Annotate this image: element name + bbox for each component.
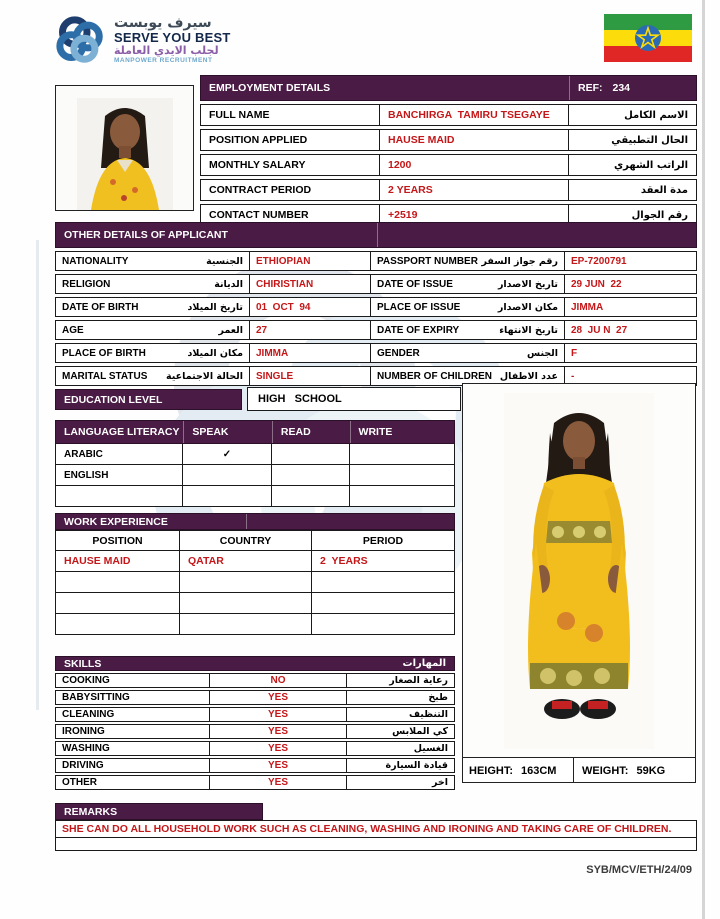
skill-label-arabic: الغسيل — [347, 741, 455, 756]
field-label-arabic: مكان الاصدار — [497, 301, 558, 313]
field-value: JIMMA — [250, 343, 371, 363]
weight-label: WEIGHT: — [582, 764, 629, 777]
height-value: 163CM — [521, 764, 557, 777]
field-label: CONTRACT PERIOD — [209, 184, 312, 196]
skill-value: YES — [210, 775, 347, 790]
read-cell — [272, 486, 350, 507]
field-value: JIMMA — [565, 297, 697, 317]
language-name: ENGLISH — [55, 465, 183, 486]
full-body-photo — [463, 384, 695, 758]
portrait-figure — [77, 98, 173, 210]
field-label-cell — [55, 320, 250, 340]
field-label: PLACE OF BIRTH — [62, 347, 146, 359]
field-label: DATE OF BIRTH — [62, 301, 139, 313]
field-label-cell — [55, 366, 250, 386]
column-header: SPEAK — [183, 421, 272, 443]
height-cell — [463, 758, 574, 783]
field-label: CONTACT NUMBER — [209, 209, 309, 221]
education-label: EDUCATION LEVEL — [64, 393, 163, 406]
speak-checkmark: ✓ — [183, 444, 272, 465]
skill-label-arabic: اخر — [347, 775, 455, 790]
table-row — [55, 614, 455, 635]
country-cell: QATAR — [180, 551, 312, 572]
table-row — [200, 129, 697, 151]
ethiopia-flag-icon — [604, 14, 692, 62]
period-cell — [312, 614, 455, 635]
field-value: 28 JU N 27 — [565, 320, 697, 340]
field-label: MONTHLY SALARY — [209, 159, 306, 171]
read-cell — [272, 444, 350, 465]
field-value: 2 YEARS — [379, 180, 569, 200]
skill-value: YES — [210, 758, 347, 773]
scan-edge-left — [36, 240, 39, 710]
full-body-figure — [504, 393, 654, 749]
field-label: PLACE OF ISSUE — [377, 301, 461, 313]
field-label-arabic: تاريخ الميلاد — [187, 301, 243, 313]
write-cell — [350, 465, 455, 486]
language-name: ARABIC — [55, 444, 183, 465]
work-experience-header — [55, 513, 455, 530]
language-header-row — [55, 420, 455, 444]
table-row — [55, 343, 697, 363]
logo-knot-icon — [52, 12, 108, 68]
period-cell: 2 YEARS — [312, 551, 455, 572]
field-label-cell — [55, 274, 250, 294]
field-label-cell — [371, 320, 565, 340]
field-value: 27 — [250, 320, 371, 340]
employment-details-table — [200, 75, 697, 226]
field-label-arabic: الديانة — [214, 278, 243, 290]
field-value: 29 JUN 22 — [565, 274, 697, 294]
column-header: POSITION — [55, 530, 180, 551]
country-cell — [180, 572, 312, 593]
remarks-empty-row — [55, 838, 697, 851]
field-label: FULL NAME — [209, 109, 270, 121]
remarks-header — [55, 803, 263, 820]
field-value: - — [565, 366, 697, 386]
field-value: HAUSE MAID — [379, 130, 569, 150]
table-row — [55, 707, 455, 722]
country-cell — [180, 593, 312, 614]
field-label-arabic: الجنسية — [206, 255, 243, 267]
speak-cell — [183, 486, 272, 507]
brand-arabic-name: سيرف يوبست — [114, 14, 212, 31]
field-label-arabic: الراتب الشهري — [614, 159, 688, 171]
ref-value: 234 — [612, 82, 631, 94]
skill-value: YES — [210, 724, 347, 739]
table-row — [55, 690, 455, 705]
field-label-cell — [371, 297, 565, 317]
column-header: WRITE — [350, 421, 454, 443]
table-row — [55, 741, 455, 756]
document-reference-code: SYB/MCV/ETH/24/09 — [586, 864, 692, 876]
remarks-text: SHE CAN DO ALL HOUSEHOLD WORK SUCH AS CLEANING, WASHING AND IRONING AND TAKING CARE OF CHILDREN. — [55, 820, 697, 838]
field-value: EP-7200791 — [565, 251, 697, 271]
skill-value: YES — [210, 707, 347, 722]
field-label-cell — [55, 343, 250, 363]
write-cell — [350, 486, 455, 507]
height-label: HEIGHT: — [469, 764, 513, 777]
language-name — [55, 486, 183, 507]
field-label-cell — [55, 297, 250, 317]
column-header: READ — [272, 421, 350, 443]
position-cell: HAUSE MAID — [55, 551, 180, 572]
table-row — [55, 320, 697, 340]
remarks-title: REMARKS — [64, 805, 118, 818]
skill-label-arabic: التنظيف — [347, 707, 455, 722]
field-label: GENDER — [377, 347, 420, 359]
field-value: SINGLE — [250, 366, 371, 386]
table-row — [55, 724, 455, 739]
other-details-header — [55, 222, 697, 248]
full-body-photo-box — [462, 383, 696, 783]
skill-label: WASHING — [55, 741, 210, 756]
table-row — [55, 465, 455, 486]
header-spacer — [377, 223, 696, 247]
skill-label-arabic: طبخ — [347, 690, 455, 705]
table-row — [55, 572, 455, 593]
skill-label-arabic: قيادة السيارة — [347, 758, 455, 773]
field-label-arabic: تاريخ الاصدار — [497, 278, 558, 290]
field-value: BANCHIRGA TAMIRU TSEGAYE — [379, 105, 569, 125]
position-cell — [55, 572, 180, 593]
field-value: CHIRISTIAN — [250, 274, 371, 294]
field-label-arabic: الجنس — [527, 347, 558, 359]
field-value: F — [565, 343, 697, 363]
skill-label: COOKING — [55, 673, 210, 688]
column-header: LANGUAGE LITERACY — [64, 426, 180, 438]
biometrics-row — [463, 758, 695, 783]
brand-name: SERVE YOU BEST — [114, 30, 231, 46]
write-cell — [350, 444, 455, 465]
field-value: 01 OCT 94 — [250, 297, 371, 317]
field-label-cell — [371, 274, 565, 294]
speak-cell — [183, 465, 272, 486]
table-row — [55, 593, 455, 614]
brand-arabic-tagline: لجلب الايدي العاملة — [114, 44, 219, 58]
field-label-arabic: العمر — [218, 324, 243, 336]
other-details-title: OTHER DETAILS OF APPLICANT — [64, 229, 228, 241]
field-label: RELIGION — [62, 278, 111, 290]
skill-label: DRIVING — [55, 758, 210, 773]
skill-label-arabic: كي الملابس — [347, 724, 455, 739]
country-cell — [180, 614, 312, 635]
field-value: 1200 — [379, 155, 569, 175]
skill-label: CLEANING — [55, 707, 210, 722]
field-label-cell — [55, 251, 250, 271]
skills-table — [55, 671, 455, 790]
work-header-row — [55, 530, 455, 551]
table-row — [200, 179, 697, 201]
table-row — [55, 444, 455, 465]
portrait-photo — [55, 85, 194, 211]
position-cell — [55, 614, 180, 635]
field-label: DATE OF ISSUE — [377, 278, 453, 290]
skill-value: YES — [210, 690, 347, 705]
field-label-cell — [371, 251, 565, 271]
field-label-arabic: عدد الاطفال — [499, 370, 558, 382]
field-label-arabic: مكان الميلاد — [187, 347, 243, 359]
field-label: NUMBER OF CHILDREN — [377, 370, 492, 382]
skill-label: OTHER — [55, 775, 210, 790]
table-row — [200, 154, 697, 176]
ref-cell — [569, 76, 696, 100]
table-row — [55, 758, 455, 773]
work-experience-title: WORK EXPERIENCE — [64, 515, 168, 528]
skill-label: IRONING — [55, 724, 210, 739]
skill-value: NO — [210, 673, 347, 688]
field-value: +2519 — [379, 205, 569, 225]
skills-title: SKILLS — [64, 657, 102, 670]
field-label-cell — [371, 343, 565, 363]
brand-tagline: MANPOWER RECRUITMENT — [114, 57, 213, 64]
table-row — [55, 673, 455, 688]
column-header: PERIOD — [312, 530, 455, 551]
work-experience-table — [55, 530, 455, 635]
skill-value: YES — [210, 741, 347, 756]
table-row — [55, 297, 697, 317]
scan-edge-right — [702, 0, 705, 919]
table-row — [55, 251, 697, 271]
education-level-header — [55, 389, 242, 410]
ref-label: REF: — [578, 82, 603, 94]
employment-title: EMPLOYMENT DETAILS — [209, 82, 331, 94]
skills-title-arabic: المهارات — [402, 658, 446, 669]
field-label-arabic: رقم جواز السفر — [481, 255, 558, 267]
table-row — [55, 775, 455, 790]
field-label: POSITION APPLIED — [209, 134, 308, 146]
other-details-table — [55, 222, 697, 386]
weight-cell — [574, 758, 695, 783]
field-label-arabic: مدة العقد — [640, 184, 688, 196]
column-header: COUNTRY — [180, 530, 312, 551]
field-label: NATIONALITY — [62, 255, 129, 267]
table-row — [200, 104, 697, 126]
period-cell — [312, 572, 455, 593]
table-row — [55, 274, 697, 294]
field-label-arabic: الحال التطبيقي — [611, 134, 688, 146]
period-cell — [312, 593, 455, 614]
field-label-arabic: الحالة الاجتماعية — [166, 370, 243, 382]
field-label-arabic: الاسم الكامل — [624, 109, 688, 121]
field-label-arabic: رقم الجوال — [631, 209, 688, 221]
table-row — [55, 551, 455, 572]
skills-header — [55, 656, 455, 671]
field-value: ETHIOPIAN — [250, 251, 371, 271]
field-label-arabic: تاريخ الانتهاء — [499, 324, 558, 336]
education-value: HIGH SCHOOL — [247, 387, 461, 411]
field-label: PASSPORT NUMBER — [377, 255, 478, 267]
skill-label: BABYSITTING — [55, 690, 210, 705]
agency-logo — [52, 12, 230, 68]
language-literacy-table — [55, 420, 455, 507]
table-row — [55, 486, 455, 507]
position-cell — [55, 593, 180, 614]
field-label: AGE — [62, 324, 84, 336]
read-cell — [272, 465, 350, 486]
field-label: MARITAL STATUS — [62, 370, 148, 382]
employment-header — [200, 75, 697, 101]
header-divider — [246, 514, 247, 529]
weight-value: 59KG — [636, 764, 666, 777]
skill-label-arabic: رعاية الصغار — [347, 673, 455, 688]
field-label: DATE OF EXPIRY — [377, 324, 460, 336]
